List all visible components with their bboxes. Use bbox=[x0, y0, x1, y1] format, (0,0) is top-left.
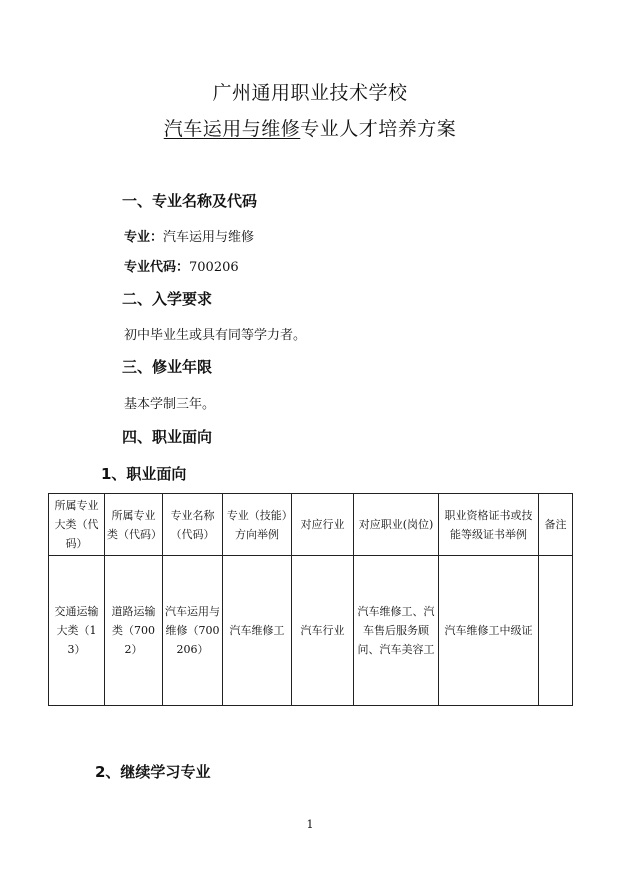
major-value: 汽车运用与维修 bbox=[163, 230, 255, 245]
header-cell: 对应职业(岗位) bbox=[354, 494, 439, 556]
table-cell: 汽车行业 bbox=[292, 556, 354, 706]
section-3-text: 基本学制三年。 bbox=[124, 397, 216, 412]
header-cell: 所属专业类（代码） bbox=[105, 494, 163, 556]
header-cell: 专业名称（代码） bbox=[163, 494, 223, 556]
table-cell: 汽车维修工中级证 bbox=[439, 556, 539, 706]
table-cell: 汽车维修工、汽车售后服务顾问、汽车美容工 bbox=[354, 556, 439, 706]
code-line bbox=[124, 256, 239, 275]
table-cell: 汽车运用与维修（700206） bbox=[163, 556, 223, 706]
header-cell: 职业资格证书或技能等级证书举例 bbox=[439, 494, 539, 556]
table-cell: 汽车维修工 bbox=[223, 556, 292, 706]
table-cell bbox=[539, 556, 573, 706]
occupation-table bbox=[48, 493, 573, 706]
major-label: 专业： bbox=[124, 230, 164, 245]
code-label: 专业代码： bbox=[124, 260, 190, 275]
section-1-heading: 一、专业名称及代码 bbox=[122, 192, 258, 210]
subsection-occupation: 1、职业面向 bbox=[101, 465, 187, 483]
section-2-heading: 二、入学要求 bbox=[122, 290, 213, 308]
page-number: 1 bbox=[306, 818, 314, 831]
header-cell: 备注 bbox=[539, 494, 573, 556]
document-subtitle bbox=[0, 114, 620, 141]
program-name: 汽车运用与维修 bbox=[163, 118, 301, 140]
table-row bbox=[49, 556, 573, 706]
header-cell: 对应行业 bbox=[292, 494, 354, 556]
section-4-heading: 四、职业面向 bbox=[122, 428, 213, 446]
code-value: 700206 bbox=[189, 260, 239, 275]
major-line bbox=[124, 226, 254, 245]
program-suffix: 专业人才培养方案 bbox=[300, 118, 457, 140]
section-2-text: 初中毕业生或具有同等学力者。 bbox=[124, 328, 307, 343]
table-cell: 道路运输类（7002） bbox=[105, 556, 163, 706]
header-cell: 所属专业大类（代码） bbox=[49, 494, 105, 556]
subsection-further-study: 2、继续学习专业 bbox=[95, 763, 211, 781]
table-header-row bbox=[49, 494, 573, 556]
header-cell: 专业（技能）方向举例 bbox=[223, 494, 292, 556]
table-cell: 交通运输大类（13） bbox=[49, 556, 105, 706]
section-3-heading: 三、修业年限 bbox=[122, 358, 213, 376]
document-title: 广州通用职业技术学校 bbox=[212, 82, 408, 104]
